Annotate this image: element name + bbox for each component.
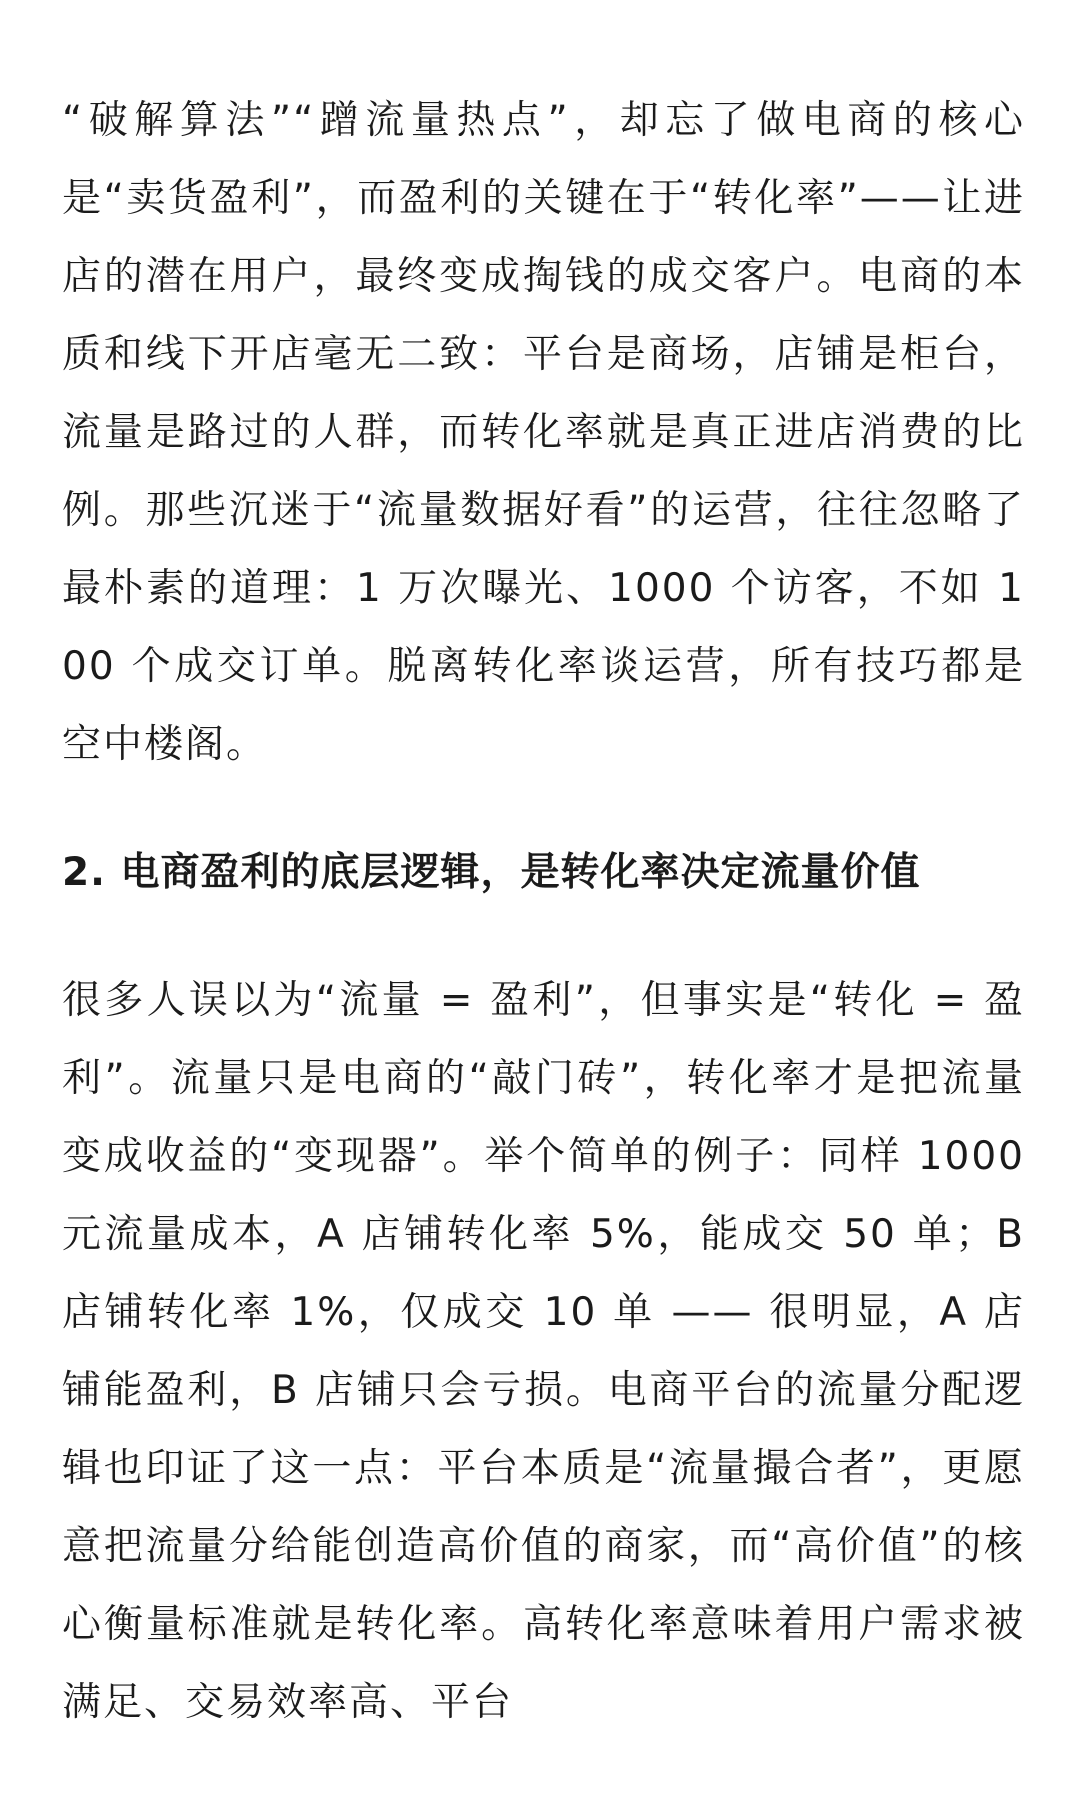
intro-paragraph: “破解算法”“蹭流量热点”，却忘了做电商的核心是“卖货盈利”，而盈利的关键在于“转化率”——让进店的潜在用户，最终变成掏钱的成交客户。电商的本质和线下开店毫无二致：平台是商场，店铺是柜台，流量是路过的人群，而转化率就是真正进店消费的比例。那些沉迷于“流量数据好看”的运营，往往忽略了最朴素的道理：1 万次曝光、1000 个访客，不如 100 个成交订单。脱离转化率谈运营，所有技巧都是空中楼阁。	[62, 98, 1025, 767]
paragraph-spacer	[62, 912, 1025, 962]
section-heading: 2. 电商盈利的底层逻辑，是转化率决定流量价值	[62, 850, 921, 895]
paragraph-spacer	[62, 784, 1025, 834]
section-paragraph: 很多人误以为“流量 = 盈利”，但事实是“转化 = 盈利”。流量只是电商的“敲门砖”，转化率才是把流量变成收益的“变现器”。举个简单的例子：同样 1000 元流量成本，A 店铺转化率 5%，能成交 50 单；B 店铺转化率 1%，仅成交 10 单 —— 很明显，A 店铺能盈利，B 店铺只会亏损。电商平台的流量分配逻辑也印证了这一点：平台本质是“流量撮合者”，更愿意把流量分给能创造高价值的商家，而“高价值”的核心衡量标准就是转化率。高转化率意味着用户需求被满足、交易效率高、平台	[62, 978, 1025, 1725]
